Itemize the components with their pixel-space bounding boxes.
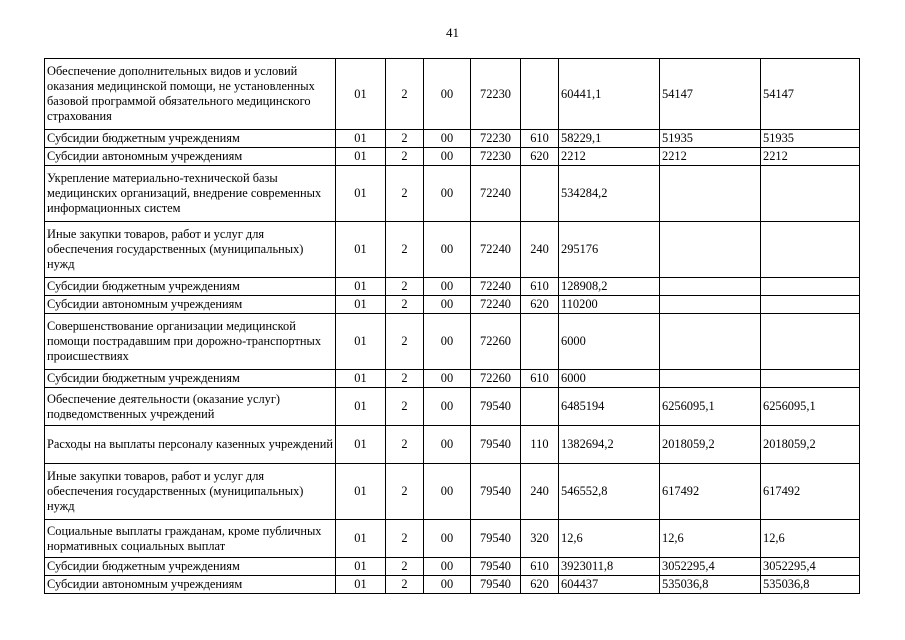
expense-name-cell: Укрепление материально-технической базы медицинских организаций, внедрение современных информационных систем [45, 166, 336, 222]
table-row [45, 388, 860, 426]
amount-year3-cell [761, 278, 860, 296]
table-row [45, 370, 860, 388]
program-cell: 2 [386, 130, 424, 148]
program-cell: 2 [386, 426, 424, 464]
subprogram-cell: 00 [424, 278, 471, 296]
expense-name-cell: Обеспечение дополнительных видов и условий оказания медицинской помощи, не установленных базовой программой обязательного медицинского страхования [45, 59, 336, 130]
direction-code-cell: 72230 [471, 148, 521, 166]
amount-year1-cell: 6485194 [559, 388, 660, 426]
program-cell: 2 [386, 576, 424, 594]
amount-year3-cell: 2018059,2 [761, 426, 860, 464]
expense-type-cell: 620 [521, 296, 559, 314]
direction-code-cell: 72260 [471, 314, 521, 370]
expense-type-cell: 620 [521, 576, 559, 594]
subprogram-cell: 00 [424, 464, 471, 520]
direction-code-cell: 72240 [471, 166, 521, 222]
section-cell: 01 [336, 426, 386, 464]
expense-name-cell: Субсидии автономным учреждениям [45, 576, 336, 594]
program-cell: 2 [386, 388, 424, 426]
expense-name-cell: Субсидии бюджетным учреждениям [45, 130, 336, 148]
expense-type-cell: 240 [521, 464, 559, 520]
section-cell: 01 [336, 296, 386, 314]
subprogram-cell: 00 [424, 130, 471, 148]
amount-year3-cell [761, 296, 860, 314]
amount-year1-cell: 60441,1 [559, 59, 660, 130]
amount-year3-cell: 535036,8 [761, 576, 860, 594]
section-cell: 01 [336, 166, 386, 222]
table-row [45, 166, 860, 222]
expense-type-cell: 610 [521, 558, 559, 576]
amount-year1-cell: 2212 [559, 148, 660, 166]
amount-year3-cell: 51935 [761, 130, 860, 148]
amount-year3-cell: 2212 [761, 148, 860, 166]
amount-year3-cell [761, 314, 860, 370]
amount-year2-cell: 51935 [660, 130, 761, 148]
section-cell: 01 [336, 130, 386, 148]
expense-name-cell: Субсидии бюджетным учреждениям [45, 278, 336, 296]
table-row [45, 278, 860, 296]
program-cell: 2 [386, 520, 424, 558]
section-cell: 01 [336, 59, 386, 130]
amount-year1-cell: 58229,1 [559, 130, 660, 148]
amount-year3-cell [761, 222, 860, 278]
amount-year1-cell: 295176 [559, 222, 660, 278]
section-cell: 01 [336, 314, 386, 370]
table-row [45, 130, 860, 148]
amount-year1-cell: 604437 [559, 576, 660, 594]
amount-year3-cell: 6256095,1 [761, 388, 860, 426]
subprogram-cell: 00 [424, 59, 471, 130]
program-cell: 2 [386, 464, 424, 520]
amount-year2-cell [660, 278, 761, 296]
expense-type-cell: 610 [521, 278, 559, 296]
expense-type-cell [521, 314, 559, 370]
direction-code-cell: 72240 [471, 222, 521, 278]
amount-year1-cell: 3923011,8 [559, 558, 660, 576]
direction-code-cell: 72230 [471, 130, 521, 148]
expense-type-cell: 610 [521, 370, 559, 388]
expense-type-cell: 240 [521, 222, 559, 278]
subprogram-cell: 00 [424, 166, 471, 222]
expense-name-cell: Субсидии бюджетным учреждениям [45, 370, 336, 388]
amount-year2-cell [660, 314, 761, 370]
amount-year3-cell [761, 370, 860, 388]
program-cell: 2 [386, 370, 424, 388]
program-cell: 2 [386, 314, 424, 370]
amount-year3-cell: 3052295,4 [761, 558, 860, 576]
expense-type-cell [521, 59, 559, 130]
expense-name-cell: Совершенствование организации медицинской помощи пострадавшим при дорожно-транспортных происшествиях [45, 314, 336, 370]
program-cell: 2 [386, 148, 424, 166]
direction-code-cell: 79540 [471, 464, 521, 520]
direction-code-cell: 72260 [471, 370, 521, 388]
direction-code-cell: 72240 [471, 278, 521, 296]
amount-year1-cell: 546552,8 [559, 464, 660, 520]
direction-code-cell: 79540 [471, 426, 521, 464]
direction-code-cell: 72230 [471, 59, 521, 130]
amount-year3-cell [761, 166, 860, 222]
program-cell: 2 [386, 558, 424, 576]
program-cell: 2 [386, 59, 424, 130]
amount-year3-cell: 54147 [761, 59, 860, 130]
table-row [45, 296, 860, 314]
amount-year2-cell: 2018059,2 [660, 426, 761, 464]
subprogram-cell: 00 [424, 388, 471, 426]
direction-code-cell: 79540 [471, 520, 521, 558]
subprogram-cell: 00 [424, 222, 471, 278]
section-cell: 01 [336, 464, 386, 520]
amount-year2-cell: 2212 [660, 148, 761, 166]
table-row [45, 59, 860, 130]
amount-year2-cell: 617492 [660, 464, 761, 520]
expense-type-cell: 610 [521, 130, 559, 148]
amount-year2-cell [660, 296, 761, 314]
table-row [45, 520, 860, 558]
program-cell: 2 [386, 278, 424, 296]
amount-year1-cell: 6000 [559, 370, 660, 388]
amount-year2-cell [660, 370, 761, 388]
table-row [45, 464, 860, 520]
direction-code-cell: 79540 [471, 558, 521, 576]
section-cell: 01 [336, 222, 386, 278]
amount-year2-cell [660, 222, 761, 278]
section-cell: 01 [336, 520, 386, 558]
expense-name-cell: Социальные выплаты гражданам, кроме публичных нормативных социальных выплат [45, 520, 336, 558]
table-row [45, 314, 860, 370]
amount-year3-cell: 617492 [761, 464, 860, 520]
expense-name-cell: Иные закупки товаров, работ и услуг для обеспечения государственных (муниципальных) нужд [45, 222, 336, 278]
table-row [45, 148, 860, 166]
amount-year1-cell: 534284,2 [559, 166, 660, 222]
expense-type-cell: 620 [521, 148, 559, 166]
section-cell: 01 [336, 576, 386, 594]
table-row [45, 222, 860, 278]
subprogram-cell: 00 [424, 296, 471, 314]
expense-name-cell: Обеспечение деятельности (оказание услуг) подведомственных учреждений [45, 388, 336, 426]
expense-name-cell: Субсидии бюджетным учреждениям [45, 558, 336, 576]
expense-name-cell: Субсидии автономным учреждениям [45, 148, 336, 166]
amount-year2-cell: 3052295,4 [660, 558, 761, 576]
budget-table [44, 58, 860, 594]
table-row [45, 426, 860, 464]
expense-type-cell: 320 [521, 520, 559, 558]
expense-name-cell: Иные закупки товаров, работ и услуг для обеспечения государственных (муниципальных) нужд [45, 464, 336, 520]
section-cell: 01 [336, 278, 386, 296]
subprogram-cell: 00 [424, 148, 471, 166]
page-number: 41 [446, 25, 459, 40]
amount-year2-cell [660, 166, 761, 222]
amount-year1-cell: 128908,2 [559, 278, 660, 296]
program-cell: 2 [386, 222, 424, 278]
direction-code-cell: 72240 [471, 296, 521, 314]
amount-year2-cell: 6256095,1 [660, 388, 761, 426]
program-cell: 2 [386, 296, 424, 314]
amount-year2-cell: 12,6 [660, 520, 761, 558]
subprogram-cell: 00 [424, 576, 471, 594]
subprogram-cell: 00 [424, 558, 471, 576]
subprogram-cell: 00 [424, 520, 471, 558]
expense-type-cell [521, 166, 559, 222]
direction-code-cell: 79540 [471, 576, 521, 594]
section-cell: 01 [336, 148, 386, 166]
amount-year1-cell: 12,6 [559, 520, 660, 558]
amount-year3-cell: 12,6 [761, 520, 860, 558]
direction-code-cell: 79540 [471, 388, 521, 426]
subprogram-cell: 00 [424, 426, 471, 464]
table-row [45, 576, 860, 594]
expense-type-cell [521, 388, 559, 426]
section-cell: 01 [336, 558, 386, 576]
expense-name-cell: Субсидии автономным учреждениям [45, 296, 336, 314]
section-cell: 01 [336, 370, 386, 388]
amount-year2-cell: 54147 [660, 59, 761, 130]
subprogram-cell: 00 [424, 370, 471, 388]
table-row [45, 558, 860, 576]
amount-year1-cell: 1382694,2 [559, 426, 660, 464]
amount-year2-cell: 535036,8 [660, 576, 761, 594]
amount-year1-cell: 6000 [559, 314, 660, 370]
program-cell: 2 [386, 166, 424, 222]
expense-type-cell: 110 [521, 426, 559, 464]
expense-name-cell: Расходы на выплаты персоналу казенных учреждений [45, 426, 336, 464]
subprogram-cell: 00 [424, 314, 471, 370]
amount-year1-cell: 110200 [559, 296, 660, 314]
section-cell: 01 [336, 388, 386, 426]
